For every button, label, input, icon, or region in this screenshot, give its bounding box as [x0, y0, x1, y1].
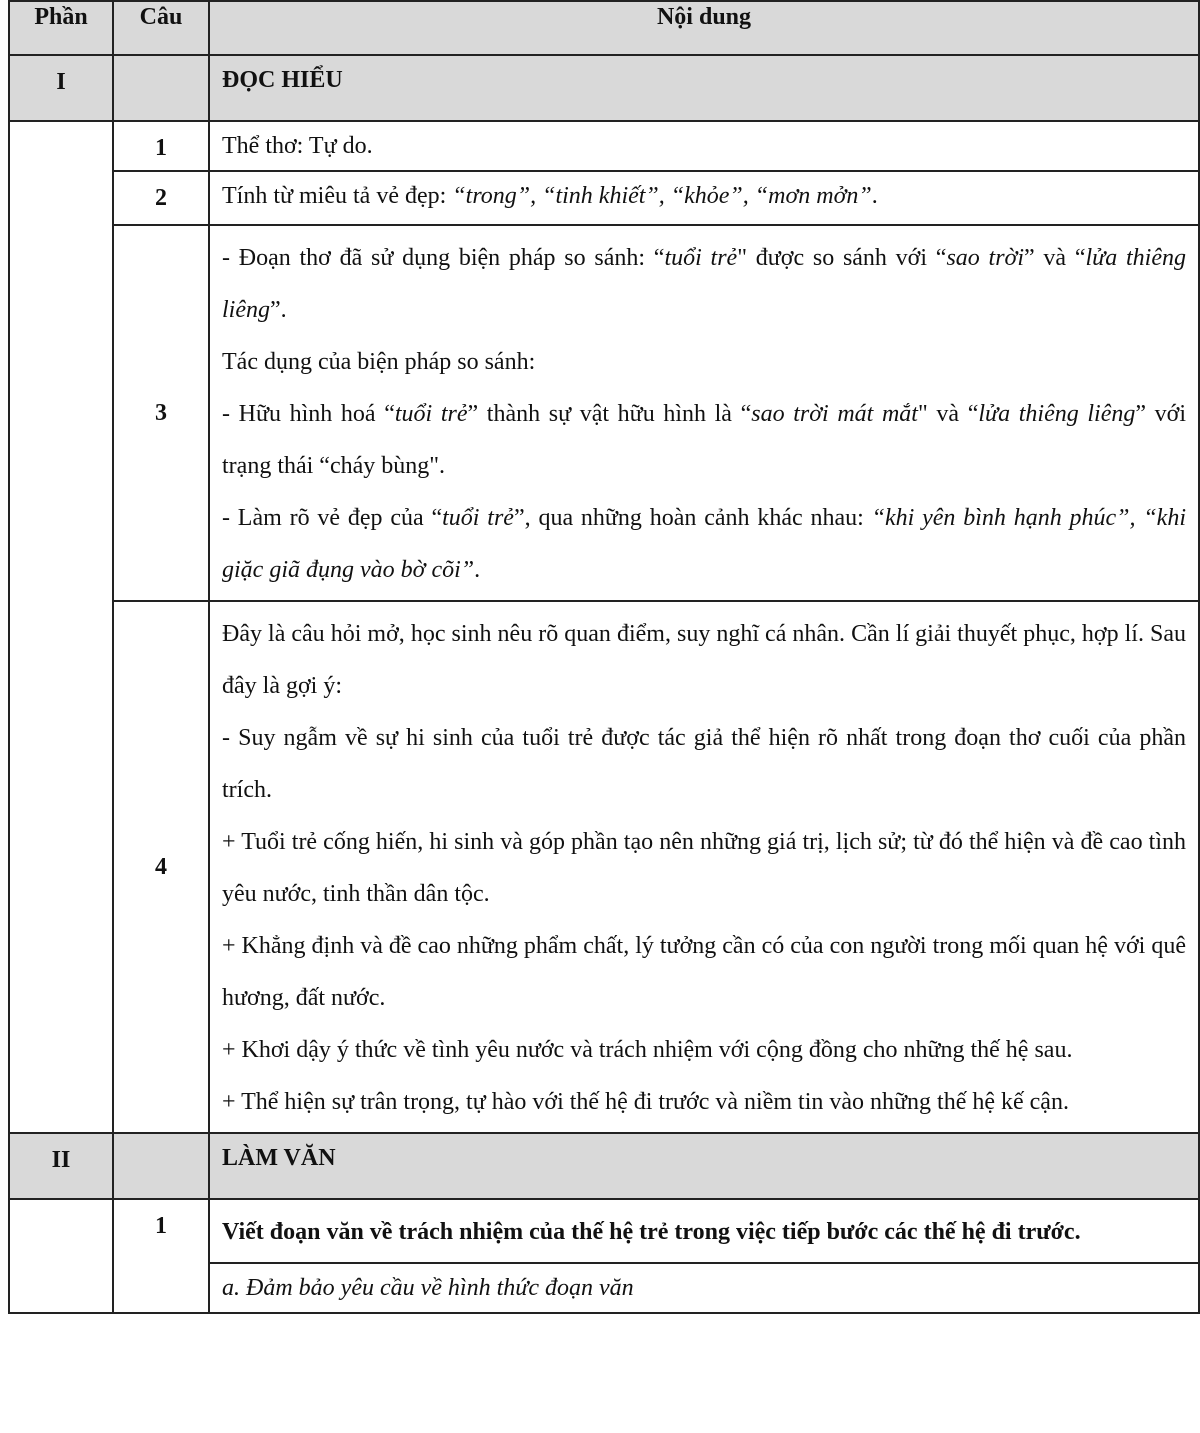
text-run: ”, qua những hoàn cảnh khác nhau:	[513, 505, 872, 531]
text-run: ” thành sự vật hữu hình là “	[467, 401, 752, 427]
table-row-q2	[9, 171, 1199, 225]
text-run-italic: tuổi trẻ	[394, 401, 468, 427]
section-row-writing	[9, 1133, 1199, 1199]
answer-line	[222, 232, 1186, 336]
text-run: - Đoạn thơ đã sử dụng biện pháp so sánh: “	[222, 245, 665, 271]
table-row-q4	[9, 601, 1199, 1133]
table-header-row	[9, 1, 1199, 55]
answer-prefix: Tính từ miêu tả vẻ đẹp:	[222, 183, 453, 209]
text-run-italic: lửa thiêng liêng	[222, 245, 1186, 323]
question-number: 2	[113, 171, 209, 225]
criterion-text: a. Đảm bảo yêu cầu về hình thức đoạn văn	[222, 1275, 634, 1301]
answer-paragraph: + Khẳng định và đề cao những phẩm chất, lý tưởng cần có của con người trong mối quan hệ với quê hương, đất nước.	[222, 933, 1186, 1011]
header-question: Câu	[113, 1, 209, 55]
answer-paragraph: Đây là câu hỏi mở, học sinh nêu rõ quan điểm, suy nghĩ cá nhân. Cần lí giải thuyết phục, hợp lí. Sau đây là gợi ý:	[222, 621, 1186, 699]
section-row-reading	[9, 55, 1199, 121]
answer-text	[209, 225, 1199, 601]
section-empty-cell	[113, 1133, 209, 1199]
answer-table-container	[8, 0, 1198, 1314]
section-empty-cell	[113, 55, 209, 121]
text-run: ” với trạng thái “cháy bùng".	[222, 401, 1187, 479]
text-run-italic: “khi yên bình hạnh phúc”, “khi giặc giã đụng vào bờ cõi”	[222, 505, 1186, 583]
answer-text	[209, 601, 1199, 1133]
answer-line	[222, 492, 1186, 596]
section-part-label: I	[9, 55, 113, 121]
text-run: - Làm rõ vẻ đẹp của “	[222, 505, 443, 531]
writing-criterion	[209, 1263, 1199, 1313]
question-number: 1	[113, 121, 209, 171]
answer-line	[222, 388, 1186, 492]
answer-line: Tác dụng của biện pháp so sánh:	[222, 349, 536, 375]
answer-suffix: .	[871, 183, 878, 209]
text-run: " và “	[917, 401, 979, 427]
answer-paragraph: + Tuổi trẻ cống hiến, hi sinh và góp phần tạo nên những giá trị, lịch sử; từ đó thể hiện và đề cao tình yêu nước, tinh thần dân tộc.	[222, 829, 1186, 907]
question-number: 3	[113, 225, 209, 601]
answer-paragraph: + Thể hiện sự trân trọng, tự hào với thế hệ đi trước và niềm tin vào những thế hệ kế cận.	[222, 1089, 1069, 1115]
section-title: LÀM VĂN	[209, 1133, 1199, 1199]
writing-task-title: Viết đoạn văn về trách nhiệm của thế hệ trẻ trong việc tiếp bước các thế hệ đi trước.	[209, 1199, 1199, 1263]
part-empty-cell	[9, 121, 113, 1133]
answer-paragraph: + Khơi dậy ý thức về tình yêu nước và trách nhiệm với cộng đồng cho những thế hệ sau.	[222, 1037, 1073, 1063]
answer-text: Thể thơ: Tự do.	[209, 121, 1199, 171]
text-run: .	[474, 557, 481, 583]
text-run-italic: sao trời	[946, 245, 1025, 271]
answer-text	[209, 171, 1199, 225]
text-run-italic: lửa thiêng liêng	[978, 401, 1136, 427]
header-part: Phần	[9, 1, 113, 55]
text-run: - Hữu hình hoá “	[222, 401, 395, 427]
text-run-italic: tuổi trẻ	[442, 505, 514, 531]
question-number: 4	[113, 601, 209, 1133]
table-row-q3	[9, 225, 1199, 601]
answer-paragraph: - Suy ngẫm về sự hi sinh của tuổi trẻ được tác giả thể hiện rõ nhất trong đoạn thơ cuối của phần trích.	[222, 725, 1186, 803]
table-row-w1	[9, 1199, 1199, 1263]
section-title: ĐỌC HIỂU	[209, 55, 1199, 121]
text-run-italic: sao trời mát mắt	[751, 401, 918, 427]
text-run: ”.	[270, 297, 287, 323]
table-row-q1	[9, 121, 1199, 171]
text-run-italic: tuổi trẻ	[664, 245, 738, 271]
question-number: 1	[113, 1199, 209, 1313]
section-part-label: II	[9, 1133, 113, 1199]
text-run: ” và “	[1024, 245, 1086, 271]
answer-words: “trong”, “tinh khiết”, “khỏe”, “mơn mởn”	[452, 183, 872, 209]
text-run: " được so sánh với “	[737, 245, 947, 271]
answer-table	[8, 0, 1200, 1314]
part-empty-cell	[9, 1199, 113, 1313]
header-content: Nội dung	[209, 1, 1199, 55]
